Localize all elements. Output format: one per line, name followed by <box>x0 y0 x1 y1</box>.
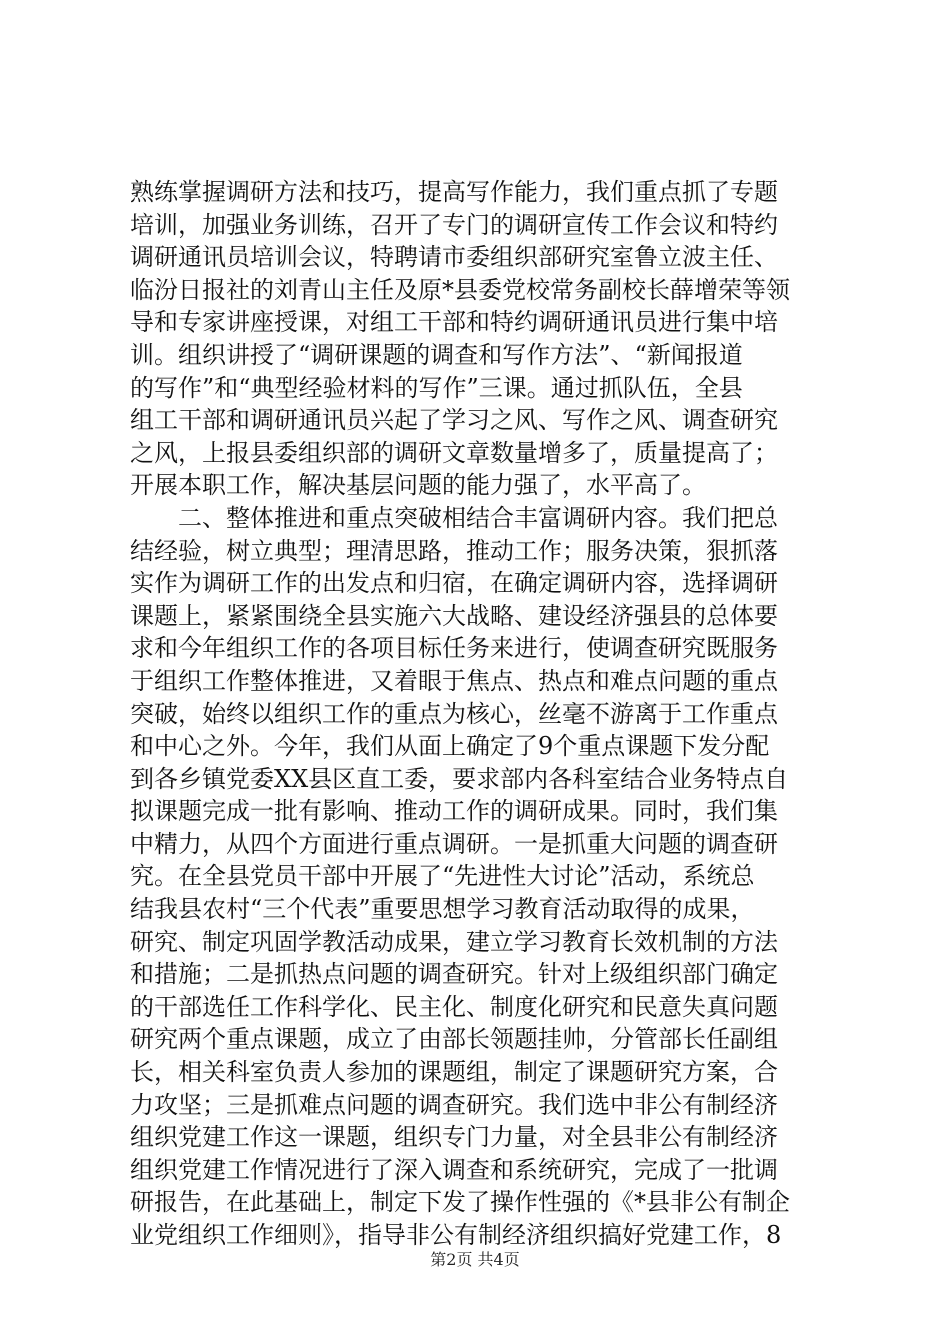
text-line: 调研通讯员培训会议，特聘请市委组织部研究室鲁立波主任、 <box>130 243 778 272</box>
text-line: 组织党建工作这一课题，组织专门力量，对全县非公有制经济 <box>130 1123 778 1152</box>
text-line: 之风，上报县委组织部的调研文章数量增多了，质量提高了； <box>130 438 778 467</box>
text-line: 到各乡镇党委XX县区直工委，要求部内各科室结合业务特点自 <box>130 764 789 793</box>
text-line: 求和今年组织工作的各项目标任务来进行，使调查研究既服务 <box>130 634 778 663</box>
text-line: 于组织工作整体推进，又着眼于焦点、热点和难点问题的重点 <box>130 666 778 695</box>
text-line: 的干部选任工作科学化、民主化、制度化研究和民意失真问题 <box>130 992 778 1021</box>
text-line: 究。在全县党员干部中开展了“先进性大讨论”活动，系统总 <box>130 862 755 891</box>
text-line: 二、整体推进和重点突破相结合丰富调研内容。我们把总 <box>130 503 778 532</box>
text-line: 和措施；二是抓热点问题的调查研究。针对上级组织部门确定 <box>130 960 778 989</box>
text-line: 组工干部和调研通讯员兴起了学习之风、写作之风、调查研究 <box>130 406 778 435</box>
text-line: 课题上，紧紧围绕全县实施六大战略、建设经济强县的总体要 <box>130 601 778 630</box>
text-line: 突破，始终以组织工作的重点为核心，丝毫不游离于工作重点 <box>130 699 778 728</box>
text-line: 熟练掌握调研方法和技巧，提高写作能力，我们重点抓了专题 <box>130 178 778 206</box>
text-line: 中精力，从四个方面进行重点调研。一是抓重大问题的调查研 <box>130 829 778 858</box>
text-line: 研究两个重点课题，成立了由部长领题挂帅，分管部长任副组 <box>130 1025 778 1054</box>
text-line: 拟课题完成一批有影响、推动工作的调研成果。同时，我们集 <box>130 797 778 826</box>
text-line: 和中心之外。今年，我们从面上确定了9个重点课题下发分配 <box>130 732 770 761</box>
text-line: 业党组织工作细则》，指导非公有制经济组织搞好党建工作，8 <box>130 1221 782 1249</box>
text-line: 组织党建工作情况进行了深入调查和系统研究，完成了一批调 <box>130 1155 778 1184</box>
page-footer: 第2页 共4页 <box>430 1250 520 1269</box>
text-line: 训。组织讲授了“调研课题的调查和写作方法”、“新闻报道 <box>130 340 743 369</box>
text-line: 临汾日报社的刘青山主任及原*县委党校常务副校长薛增荣等领 <box>130 275 790 304</box>
text-line: 实作为调研工作的出发点和归宿，在确定调研内容，选择调研 <box>130 569 778 598</box>
text-line: 培训，加强业务训练，召开了专门的调研宣传工作会议和特约 <box>130 210 778 239</box>
text-line: 结经验，树立典型；理清思路，推动工作；服务决策，狠抓落 <box>130 536 778 565</box>
text-line: 力攻坚；三是抓难点问题的调查研究。我们选中非公有制经济 <box>130 1090 778 1119</box>
text-line: 开展本职工作，解决基层问题的能力强了，水平高了。 <box>130 471 706 500</box>
text-line: 导和专家讲座授课，对组工干部和特约调研通讯员进行集中培 <box>130 308 778 337</box>
text-line: 长，相关科室负责人参加的课题组，制定了课题研究方案，合 <box>130 1058 778 1087</box>
body-text <box>130 176 830 1252</box>
text-line: 研究、制定巩固学教活动成果，建立学习教育长效机制的方法 <box>130 927 778 956</box>
text-line: 结我县农村“三个代表”重要思想学习教育活动取得的成果， <box>130 895 755 924</box>
text-line: 研报告，在此基础上，制定下发了操作性强的《*县非公有制企 <box>130 1188 790 1217</box>
text-line: 的写作”和“典型经验材料的写作”三课。通过抓队伍，全县 <box>130 373 743 402</box>
